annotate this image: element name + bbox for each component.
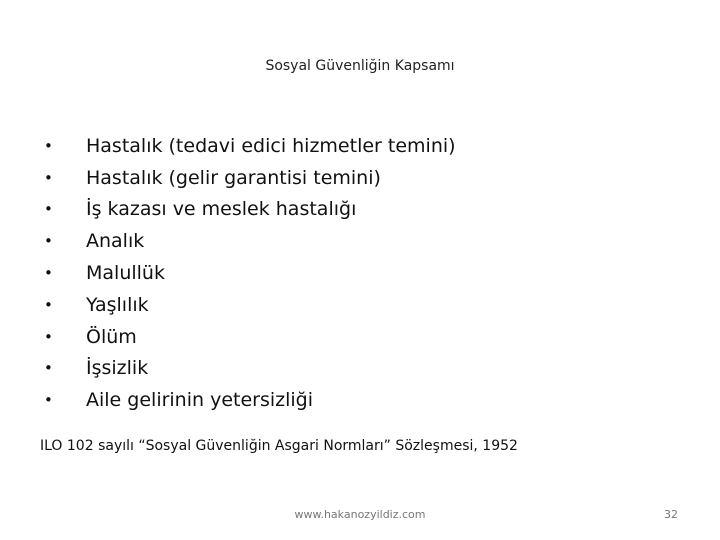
list-item [40, 384, 680, 416]
list-item [40, 289, 680, 321]
list-item-text: Ölüm [86, 325, 137, 348]
bullet-icon: • [44, 327, 53, 346]
list-item-text: Malullük [86, 262, 165, 285]
bullet-icon: • [44, 359, 53, 378]
list-item [40, 162, 680, 194]
bullet-icon: • [44, 200, 53, 219]
list-item [40, 353, 680, 385]
bullet-icon: • [44, 391, 53, 410]
list-item-text: İş kazası ve meslek hastalığı [86, 198, 357, 221]
source-footnote: ILO 102 sayılı “Sosyal Güvenliğin Asgari Normları” Sözleşmesi, 1952 [40, 438, 518, 454]
list-item-text: Analık [86, 230, 145, 253]
list-item [40, 321, 680, 353]
bullet-icon: • [44, 168, 53, 187]
list-item [40, 257, 680, 289]
page-number: 32 [664, 508, 678, 521]
bullet-icon: • [44, 295, 53, 314]
list-item [40, 225, 680, 257]
list-item-text: İşsizlik [86, 357, 149, 380]
list-item [40, 194, 680, 226]
bullet-icon: • [44, 136, 53, 155]
list-item-text: Hastalık (gelir garantisi temini) [86, 166, 381, 189]
list-item-text: Aile gelirinin yetersizliği [86, 389, 314, 412]
list-item-text: Hastalık (tedavi edici hizmetler temini) [86, 134, 456, 157]
list-item-text: Yaşlılık [86, 293, 149, 316]
bullet-icon: • [44, 232, 53, 251]
bullet-list [40, 130, 680, 416]
list-item [40, 130, 680, 162]
slide-title: Sosyal Güvenliğin Kapsamı [265, 58, 455, 74]
footer-url: www.hakanozyildiz.com [294, 508, 426, 521]
bullet-icon: • [44, 264, 53, 283]
